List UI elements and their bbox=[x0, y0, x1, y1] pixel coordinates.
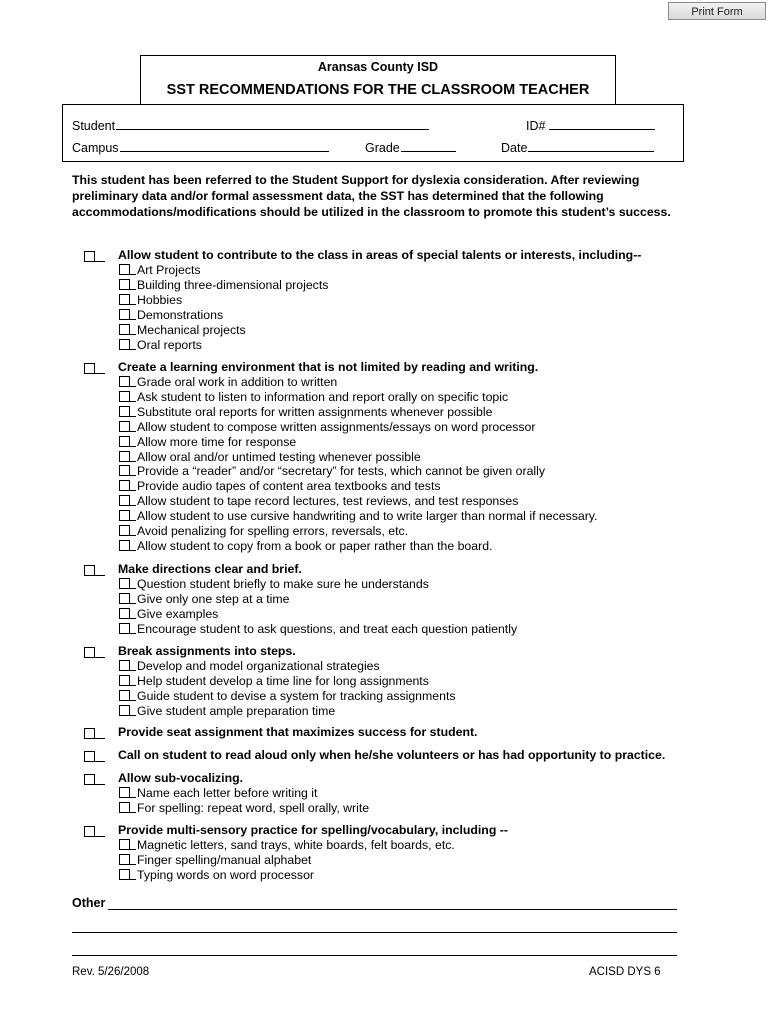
list-item bbox=[119, 853, 311, 868]
list-item bbox=[119, 704, 335, 719]
item-checkbox[interactable] bbox=[119, 339, 130, 350]
list-item bbox=[119, 607, 218, 622]
item-checkbox[interactable] bbox=[119, 279, 130, 290]
list-item bbox=[119, 405, 492, 420]
item-checkbox[interactable] bbox=[119, 465, 130, 476]
section-checkbox[interactable] bbox=[84, 565, 95, 576]
item-checkbox[interactable] bbox=[119, 540, 130, 551]
checkbox-underline bbox=[95, 261, 105, 262]
checkbox-underline bbox=[95, 373, 105, 374]
list-item bbox=[119, 786, 317, 801]
checkbox-underline bbox=[130, 685, 136, 686]
item-label: Provide a “reader” and/or “secretary” for tests, which cannot be given orally bbox=[137, 464, 546, 479]
section-title: Provide multi-sensory practice for spelling/vocabulary, including -- bbox=[118, 823, 508, 837]
checkbox-underline bbox=[130, 550, 136, 551]
list-item bbox=[119, 464, 545, 479]
item-checkbox[interactable] bbox=[119, 690, 130, 701]
campus-label: Campus bbox=[72, 141, 119, 155]
item-checkbox[interactable] bbox=[119, 451, 130, 462]
checkbox-underline bbox=[130, 401, 136, 402]
section-checkbox[interactable] bbox=[84, 774, 95, 785]
checkbox-underline bbox=[130, 700, 136, 701]
item-label: Name each letter before writing it bbox=[137, 786, 318, 800]
checkbox-underline bbox=[130, 588, 136, 589]
checkbox-underline bbox=[130, 715, 136, 716]
checkbox-underline bbox=[95, 784, 105, 785]
checkbox-underline bbox=[130, 670, 136, 671]
list-item bbox=[119, 539, 492, 554]
item-checkbox[interactable] bbox=[119, 660, 130, 671]
item-label: Avoid penalizing for spelling errors, reversals, etc. bbox=[137, 524, 409, 538]
item-label: Allow more time for response bbox=[137, 434, 297, 449]
item-checkbox[interactable] bbox=[119, 324, 130, 335]
checkbox-underline bbox=[130, 446, 136, 447]
section-checkbox[interactable] bbox=[84, 647, 95, 658]
section-title: Allow student to contribute to the class in areas of special talents or interests, including-- bbox=[118, 248, 642, 262]
other-input-line-3[interactable] bbox=[72, 955, 677, 956]
item-label: Develop and model organizational strategies bbox=[137, 659, 380, 673]
item-label: Allow oral and/or untimed testing whenever possible bbox=[137, 449, 421, 464]
item-label: Help student develop a time line for long assignments bbox=[137, 673, 429, 688]
org-name: Aransas County ISD bbox=[317, 60, 439, 74]
item-label: Demonstrations bbox=[137, 307, 224, 322]
item-checkbox[interactable] bbox=[119, 593, 130, 604]
item-checkbox[interactable] bbox=[119, 391, 130, 402]
checkbox-underline bbox=[130, 812, 136, 813]
item-checkbox[interactable] bbox=[119, 854, 130, 865]
item-checkbox[interactable] bbox=[119, 480, 130, 491]
other-label: Other bbox=[72, 896, 106, 910]
item-label: Allow student to copy from a book or paper rather than the board. bbox=[137, 538, 493, 553]
item-label: Finger spelling/manual alphabet bbox=[137, 852, 312, 867]
checkbox-underline bbox=[130, 618, 136, 619]
section-title: Provide seat assignment that maximizes success for student. bbox=[118, 725, 478, 739]
item-checkbox[interactable] bbox=[119, 525, 130, 536]
list-item bbox=[119, 263, 201, 278]
checkbox-underline bbox=[130, 535, 136, 536]
checkbox-underline bbox=[130, 864, 136, 865]
item-checkbox[interactable] bbox=[119, 608, 130, 619]
item-label: Ask student to listen to information and report orally on specific topic bbox=[137, 389, 509, 404]
item-checkbox[interactable] bbox=[119, 802, 130, 813]
section-checkbox[interactable] bbox=[84, 251, 95, 262]
item-label: Hobbies bbox=[137, 292, 183, 307]
print-form-button[interactable]: Print Form bbox=[668, 2, 766, 20]
list-item bbox=[119, 524, 408, 539]
other-input-line-1[interactable] bbox=[108, 909, 677, 910]
checkbox-underline bbox=[130, 633, 136, 634]
other-input-line-2[interactable] bbox=[72, 932, 677, 933]
revision-date: Rev. 5/26/2008 bbox=[72, 966, 150, 978]
item-checkbox[interactable] bbox=[119, 495, 130, 506]
item-label: Magnetic letters, sand trays, white boards, felt boards, etc. bbox=[137, 838, 455, 852]
checkbox-underline bbox=[130, 849, 136, 850]
section-title: Create a learning environment that is not limited by reading and writing. bbox=[118, 360, 539, 374]
item-checkbox[interactable] bbox=[119, 623, 130, 634]
section-title: Break assignments into steps. bbox=[118, 644, 296, 658]
item-label: Allow student to compose written assignments/essays on word processor bbox=[137, 419, 536, 434]
section-checkbox[interactable] bbox=[84, 751, 95, 762]
student-label: Student bbox=[72, 119, 116, 133]
item-checkbox[interactable] bbox=[119, 578, 130, 589]
list-item bbox=[119, 375, 337, 390]
item-checkbox[interactable] bbox=[119, 294, 130, 305]
list-item bbox=[119, 509, 597, 524]
checkbox-underline bbox=[130, 603, 136, 604]
item-label: Building three-dimensional projects bbox=[137, 277, 329, 292]
list-item bbox=[119, 308, 223, 323]
checkbox-underline bbox=[95, 657, 105, 658]
checkbox-underline bbox=[95, 575, 105, 576]
checkbox-underline bbox=[130, 319, 136, 320]
list-item bbox=[119, 435, 296, 450]
grade-label: Grade bbox=[365, 141, 400, 155]
item-label: Art Projects bbox=[137, 263, 201, 277]
checkbox-underline bbox=[130, 274, 136, 275]
checkbox-underline bbox=[130, 386, 136, 387]
list-item bbox=[119, 592, 289, 607]
list-item bbox=[119, 450, 421, 465]
form-title: SST RECOMMENDATIONS FOR THE CLASSROOM TEACHER bbox=[166, 82, 590, 98]
item-checkbox[interactable] bbox=[119, 406, 130, 417]
date-label: Date bbox=[501, 141, 528, 155]
item-checkbox[interactable] bbox=[119, 376, 130, 387]
checkbox-underline bbox=[95, 761, 105, 762]
list-item bbox=[119, 577, 429, 592]
intro-paragraph: This student has been referred to the Student Support for dyslexia consideration. After reviewing preliminary data and/or formal assessment data, the SST has determined that the following accommodations/modifications should be utilized in the classroom to promote this student’s success. bbox=[72, 173, 671, 219]
item-label: Typing words on word processor bbox=[137, 867, 315, 882]
checkbox-underline bbox=[130, 304, 136, 305]
checkbox-underline bbox=[130, 461, 136, 462]
item-label: Grade oral work in addition to written bbox=[137, 375, 338, 389]
checkbox-underline bbox=[130, 289, 136, 290]
section-checkbox[interactable] bbox=[84, 826, 95, 837]
item-label: Give examples bbox=[137, 606, 219, 621]
list-item bbox=[119, 801, 369, 816]
list-item bbox=[119, 390, 508, 405]
checkbox-underline bbox=[130, 490, 136, 491]
item-checkbox[interactable] bbox=[119, 787, 130, 798]
id-label: ID# bbox=[526, 119, 546, 133]
item-checkbox[interactable] bbox=[119, 421, 130, 432]
item-checkbox[interactable] bbox=[119, 675, 130, 686]
section-title: Call on student to read aloud only when he/she volunteers or has had opportunity to practice. bbox=[118, 748, 666, 762]
list-item bbox=[119, 689, 456, 704]
checkbox-underline bbox=[130, 416, 136, 417]
list-item bbox=[119, 838, 455, 853]
list-item bbox=[119, 420, 535, 435]
section-checkbox[interactable] bbox=[84, 728, 95, 739]
section-title: Allow sub-vocalizing. bbox=[118, 771, 244, 785]
list-item bbox=[119, 293, 182, 308]
item-checkbox[interactable] bbox=[119, 869, 130, 880]
checkbox-underline bbox=[130, 505, 136, 506]
student-info-box bbox=[62, 104, 684, 162]
form-code: ACISD DYS 6 bbox=[589, 966, 661, 978]
item-label: For spelling: repeat word, spell orally, write bbox=[137, 800, 370, 815]
list-item bbox=[119, 674, 429, 689]
item-label: Provide audio tapes of content area textbooks and tests bbox=[137, 479, 441, 494]
section-checkbox[interactable] bbox=[84, 363, 95, 374]
item-checkbox[interactable] bbox=[119, 510, 130, 521]
item-checkbox[interactable] bbox=[119, 264, 130, 275]
checkbox-underline bbox=[95, 738, 105, 739]
list-item bbox=[119, 278, 328, 293]
item-label: Mechanical projects bbox=[137, 322, 246, 337]
checkbox-underline bbox=[95, 836, 105, 837]
list-item bbox=[119, 622, 517, 637]
section-title: Make directions clear and brief. bbox=[118, 562, 302, 576]
checkbox-underline bbox=[130, 349, 136, 350]
list-item bbox=[119, 323, 246, 338]
item-label: Guide student to devise a system for tracking assignments bbox=[137, 688, 456, 703]
list-item bbox=[119, 338, 202, 353]
item-checkbox[interactable] bbox=[119, 309, 130, 320]
list-item bbox=[119, 659, 380, 674]
checkbox-underline bbox=[130, 879, 136, 880]
title-box bbox=[140, 55, 616, 105]
item-checkbox[interactable] bbox=[119, 436, 130, 447]
list-item bbox=[119, 494, 518, 509]
item-label: Substitute oral reports for written assignments whenever possible bbox=[137, 404, 493, 419]
item-checkbox[interactable] bbox=[119, 839, 130, 850]
list-item bbox=[119, 868, 314, 883]
item-label: Allow student to use cursive handwriting and to write larger than normal if necessary. bbox=[137, 509, 598, 524]
checkbox-underline bbox=[130, 520, 136, 521]
item-label: Oral reports bbox=[137, 337, 202, 352]
item-label: Give only one step at a time bbox=[137, 591, 290, 606]
item-label: Give student ample preparation time bbox=[137, 703, 336, 718]
checkbox-underline bbox=[130, 797, 136, 798]
checkbox-underline bbox=[130, 334, 136, 335]
list-item bbox=[119, 479, 441, 494]
item-label: Allow student to tape record lectures, test reviews, and test responses bbox=[137, 494, 519, 509]
checkbox-underline bbox=[130, 431, 136, 432]
item-checkbox[interactable] bbox=[119, 705, 130, 716]
item-label: Encourage student to ask questions, and treat each question patiently bbox=[137, 621, 518, 636]
checkbox-underline bbox=[130, 475, 136, 476]
item-label: Question student briefly to make sure he understands bbox=[137, 577, 429, 591]
